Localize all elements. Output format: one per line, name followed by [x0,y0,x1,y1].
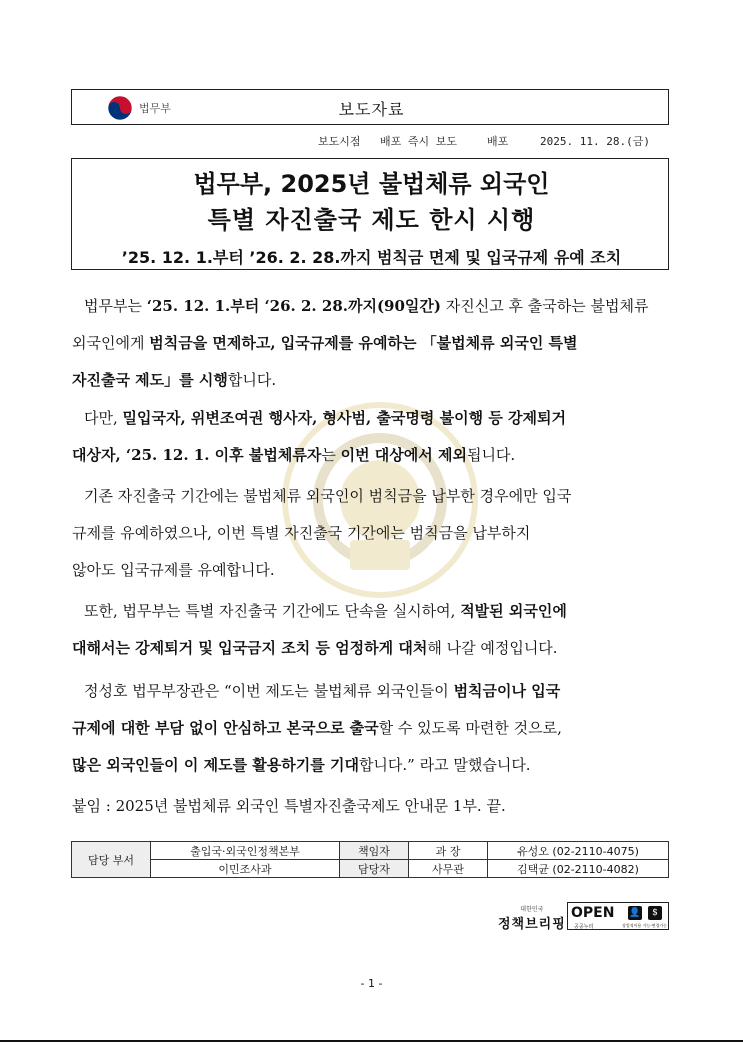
headline-line-2: 특별 자진출국 제도 한시 시행 [207,206,536,234]
commercial-use-icon: $ [648,906,662,920]
headline-line-1: 법무부, 2025년 불법체류 외국인 [193,170,550,198]
doc-type: 보도자료 [338,100,405,119]
release-value: 배포 즉시 보도 [380,135,458,148]
bottom-divider [0,1040,743,1042]
open-license-text: 상업적이용 가능·변경가능 [622,923,668,928]
open-tag: 공공누리 [574,924,594,930]
policy-briefing-logo: 대한민국 정책브리핑 [498,906,566,932]
kogl-open-license-badge [567,902,669,930]
paragraph-1: 법무부는 ‘25. 12. 1.부터 ‘26. 2. 28.까지(90일간) 자진신고 후 출국하는 불법체류 외국인에게 범칙금을 면제하고, 입국규제를 유예하는 「불법체류 외국인 특별 자진출국 제도」를 시행합니다. [72,297,649,389]
paragraph-4: 또한, 법무부는 특별 자진출국 기간에도 단속을 실시하여, 적발된 외국인에 대해서는 강제퇴거 및 입국금지 조치 등 엄정하게 대처해 나갈 예정입니다. [72,602,567,657]
paragraph-3: 기존 자진출국 기간에는 불법체류 외국인이 범칙금을 납부한 경우에만 입국 규제를 유예하였으나, 이번 특별 자진출국 기간에는 범칙금을 납부하지 않아도 입국규제를 유예합니다. [72,487,572,579]
resp-contact: 유성오 (02-2110-4075) [488,842,669,860]
staff-contact: 김택균 (02-2110-4082) [488,860,669,878]
org-name: 법무부 [139,102,171,115]
staff-label: 담당자 [340,860,409,878]
release-label: 보도시점 [318,135,361,148]
staff-title: 사무관 [409,860,488,878]
date-value: 2025. 11. 28.(금) [540,135,650,148]
contact-table [71,841,669,878]
headline-subtitle: ’25. 12. 1.부터 ’26. 2. 28.까지 범칙금 면제 및 입국규제 유예 조치 [121,248,622,267]
date-label: 배포 [487,135,509,148]
dept-label: 담당 부서 [72,842,151,878]
paragraph-5: 정성호 법무부장관은 “이번 제도는 불법체류 외국인들이 범칙금이나 입국 규제에 대한 부담 없이 안심하고 본국으로 출국할 수 있도록 마련한 것으로, 많은 외국인들이 이 제도를 활용하기를 기대합니다.” 라고 말했습니다. [72,682,562,774]
open-text: OPEN [571,905,615,921]
person-icon: 👤 [629,908,641,918]
dept-sub: 이민조사과 [151,860,340,878]
dept-main: 출입국·외국인정책본부 [151,842,340,860]
attachment-note: 붙임 : 2025년 불법체류 외국인 특별자진출국제도 안내문 1부. 끝. [72,797,506,815]
resp-label: 책임자 [340,842,409,860]
page-number: - 1 - [360,977,383,990]
paragraph-2: 다만, 밀입국자, 위변조여권 행사자, 형사범, 출국명령 불이행 등 강제퇴거 대상자, ‘25. 12. 1. 이후 불법체류자는 이번 대상에서 제외됩니다. [72,409,566,464]
resp-title: 과 장 [409,842,488,860]
